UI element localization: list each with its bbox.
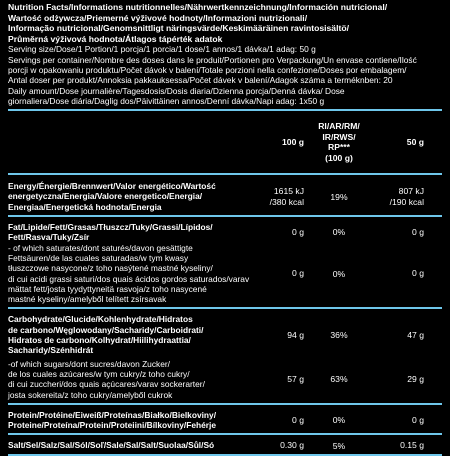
carbohydrate-section xyxy=(8,309,442,404)
column-header-reference-intake: RI/AR/RM/ IR/RWS/ RP*** (100 g) xyxy=(318,121,360,163)
protein-section xyxy=(8,405,442,436)
salt-section xyxy=(8,435,442,455)
table-row xyxy=(8,222,442,243)
nutrition-label xyxy=(8,2,442,456)
value-100g: 0 g xyxy=(292,227,304,238)
nutrient-label: Fat/Lipide/Fett/Grasas/Tłuszcz/Tuky/Grassi/Lípidos/ Fett/Rasva/Tuky/Zsír xyxy=(8,222,213,243)
value-100g: 0.30 g xyxy=(280,440,304,451)
value-100g: 94 g xyxy=(287,329,304,340)
value-100g: 1615 kJ /380 kcal xyxy=(269,186,304,207)
value-ri: 63% xyxy=(330,374,348,385)
value-100g: 0 g xyxy=(292,414,304,425)
energy-section xyxy=(8,175,442,217)
table-row xyxy=(8,440,442,450)
column-header-row xyxy=(8,111,442,175)
column-header-50g: 50 g xyxy=(406,137,424,148)
nutrient-sublabel: -of which sugars/dont sucres/davon Zucker/ de los cuales azúcares/w tym cukry/z toho cukry/ di cui zuccheri/dos quais açúcares/varav sockerarter/ josta sokereita/z toho cukry/amelyből cukrok xyxy=(8,358,205,400)
value-ri: 0% xyxy=(332,415,346,426)
nutrient-label: Carbohydrate/Glucide/Kohlenhydrate/Hidratos de carbono/Węglowodany/Sacharidy/Carboidrati/ Hidratos de carbono/Kolhydrat/Hiilihydraattia/ Sacharidy/Szénhidrát xyxy=(8,314,204,356)
value-50g: 807 kJ /190 kcal xyxy=(389,186,424,207)
value-50g: 0 g xyxy=(412,268,424,279)
value-ri: 36% xyxy=(330,330,348,341)
value-100g: 57 g xyxy=(287,374,304,385)
table-row xyxy=(8,181,442,212)
table-row xyxy=(8,410,442,431)
value-50g: 0.15 g xyxy=(400,440,424,451)
fat-section xyxy=(8,217,442,309)
serving-info: Serving size/Dose/1 Portion/1 porcja/1 porcia/1 dose/1 annos/1 dávka/1 adag: 50 g Servings per container/Nombre des doses dans le produit/Portionen pro Verpackung/Un envase contiene/Ilość porcji w opakowaniu produktu/Počet dávok v balení/Totale porzioni nella confezione/Doses por embalagem/ Antal doser per produkt/Annoksia pakkauksessa/Počet dávek v balení/Adagok száma a terméknben: 20 Daily amount/Dose journalière/Tagesdosis/Dosis diaria/Dzienna porcja/Denná dávka/ Dose giornaliera/Dose diária/Daglig dos/Päivittäinen annos/Denní dávka/Napi adag: 1x50 g xyxy=(8,44,417,106)
value-50g: 0 g xyxy=(412,227,424,238)
nutrient-sublabel: - of which saturates/dont saturés/davon gesättigte Fettsäuren/de las cuales saturadas/w tym kwasy tłuszczowe nasycone/z toho nasýtené mastné kyseliny/ di cui acidi grassi saturi/dos quais ácidos gordos saturados/varav mättat fett/josta tyydyttyneitä rasvoja/z toho nasycené mastné kyseliny/amelyből telített zsírsavak xyxy=(8,242,250,305)
table-row xyxy=(8,359,442,400)
value-ri: 5% xyxy=(332,440,346,451)
table-row xyxy=(8,243,442,305)
nutrient-label: Energy/Énergie/Brennwert/Valor energético/Wartość energetyczna/Energia/Valore energetico/Energia/ Energiaa/Energetická hodnota/Energia xyxy=(8,181,216,212)
value-ri: 0% xyxy=(332,227,346,238)
value-100g: 0 g xyxy=(292,268,304,279)
value-ri: 0% xyxy=(332,268,346,279)
table-row xyxy=(8,314,442,355)
value-ri: 19% xyxy=(330,191,348,202)
label-title: Nutrition Facts/Informations nutritionnelles/Nährwertkennzeichnung/Información nutricional/ Wartość odżywcza/Priemerné výživové hodnoty/Informazioni nutrizionali/ Informação nutricional/Genomsnittligt näringsvärde/Keskimääräinen ravintosisältö/ Průměrná výživová hodnota/Átlagos tápérték adatok xyxy=(8,2,388,44)
nutrient-label: Salt/Sel/Salz/Sal/Sól/Soľ/Sale/Sal/Salt/Suolaa/Sůl/Só xyxy=(8,440,215,451)
nutrient-label: Protein/Protéine/Eiweiß/Proteínas/Białko/Bielkoviny/ Proteine/Proteína/Protein/Proteiini/Bílkoviny/Fehérje xyxy=(8,409,217,431)
value-50g: 0 g xyxy=(412,414,424,425)
value-50g: 47 g xyxy=(407,329,424,340)
column-header-100g: 100 g xyxy=(282,137,304,148)
value-50g: 29 g xyxy=(407,374,424,385)
